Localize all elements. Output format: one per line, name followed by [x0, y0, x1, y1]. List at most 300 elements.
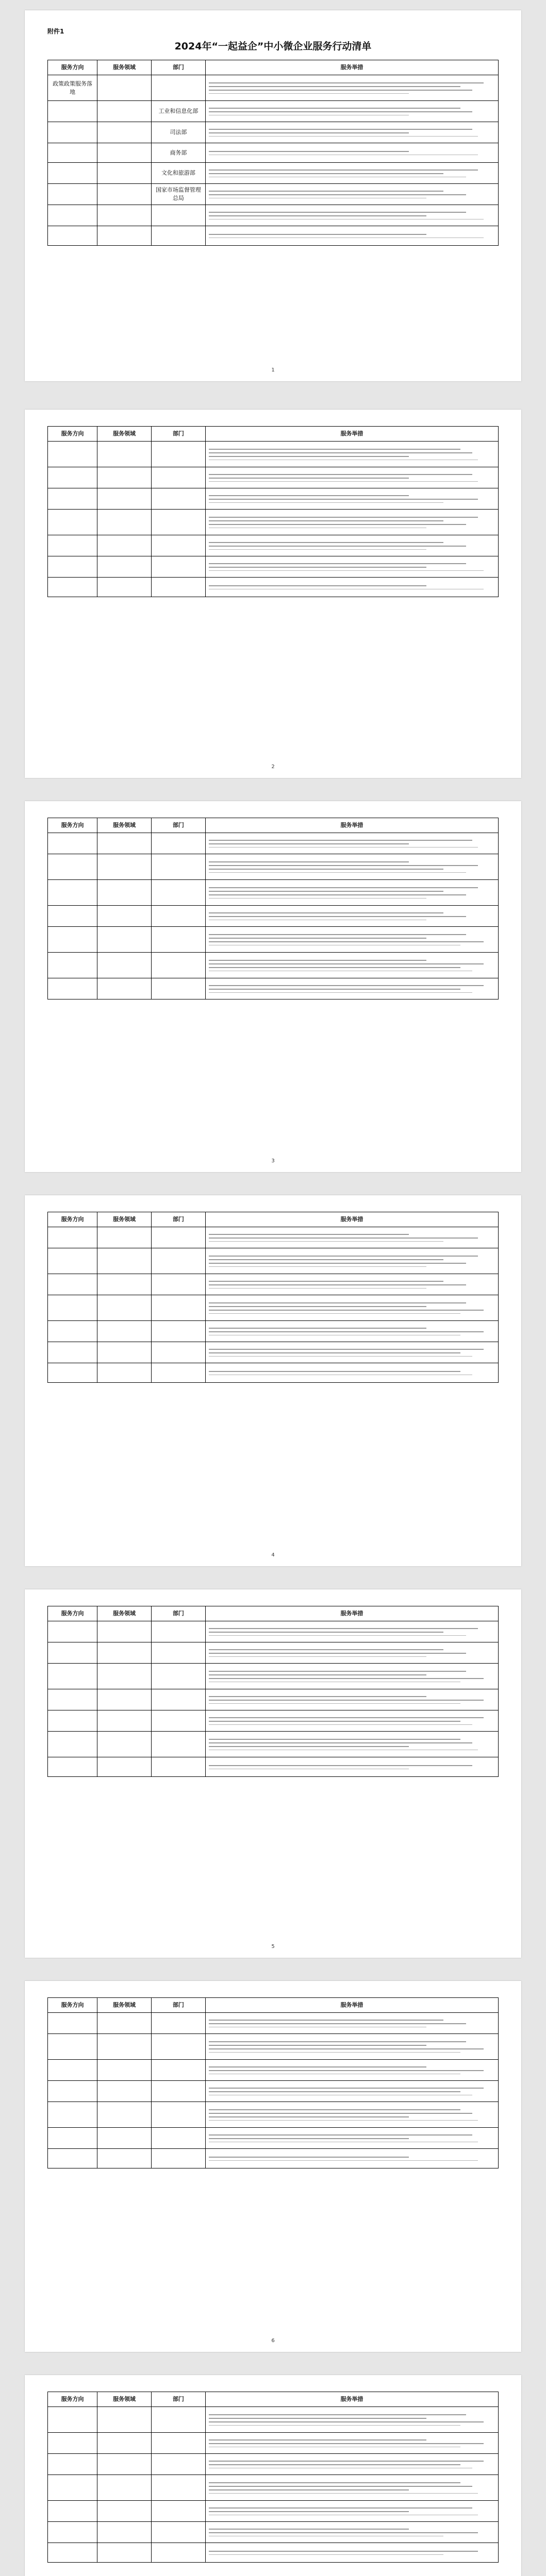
text-line — [209, 938, 426, 939]
table-row — [48, 578, 499, 597]
service-measure-cell — [205, 854, 498, 880]
service-measure-cell — [205, 442, 498, 467]
service-measure-cell — [205, 467, 498, 488]
department-cell: 商务部 — [152, 143, 206, 163]
table-row — [48, 205, 499, 226]
service-direction-cell — [48, 467, 97, 488]
table-header-row — [48, 427, 499, 442]
text-line — [209, 1356, 472, 1357]
department-cell: 文化和旅游部 — [152, 163, 206, 184]
document-page — [25, 1589, 521, 1958]
service-measure-cell — [205, 953, 498, 978]
table-row — [48, 906, 499, 927]
service-measure-cell — [205, 205, 498, 226]
document-page — [25, 1195, 521, 1566]
service-measure-cell — [205, 1321, 498, 1342]
text-line — [209, 499, 478, 500]
table-row — [48, 1642, 499, 1664]
department-cell — [152, 1757, 206, 1777]
text-line — [209, 2091, 461, 2092]
service-measure-cell — [205, 2060, 498, 2081]
table-header-row — [48, 1212, 499, 1227]
text-line — [209, 234, 426, 235]
service-measure-cell — [205, 2501, 498, 2522]
service-direction-cell — [48, 1342, 97, 1363]
service-domain-cell — [97, 1321, 152, 1342]
service-domain-cell — [97, 510, 152, 535]
service-direction-cell — [48, 1689, 97, 1710]
text-line — [209, 456, 409, 457]
table-row — [48, 953, 499, 978]
service-measure-cell — [205, 833, 498, 854]
service-direction-cell — [48, 2102, 97, 2128]
text-line — [209, 2088, 484, 2089]
text-line — [209, 887, 478, 888]
service-direction-cell — [48, 2501, 97, 2522]
department-cell — [152, 1274, 206, 1295]
service-domain-cell — [97, 1642, 152, 1664]
page-number: 2 — [271, 764, 275, 770]
service-table — [47, 1997, 499, 2168]
service-direction-cell — [48, 880, 97, 906]
service-domain-cell — [97, 143, 152, 163]
text-line — [209, 2511, 409, 2512]
column-header: 服务领域 — [97, 1606, 152, 1621]
text-line — [209, 570, 484, 571]
service-domain-cell — [97, 2522, 152, 2543]
text-line — [209, 967, 461, 968]
table-row — [48, 75, 499, 101]
text-line — [209, 170, 478, 171]
text-line — [209, 90, 472, 91]
table-header-row — [48, 1606, 499, 1621]
text-line — [209, 111, 472, 112]
table-row — [48, 467, 499, 488]
service-domain-cell — [97, 467, 152, 488]
document-page — [25, 801, 521, 1172]
service-direction-cell — [48, 2454, 97, 2475]
text-line — [209, 1263, 467, 1264]
text-line — [209, 524, 467, 525]
table-row — [48, 2013, 499, 2034]
text-line — [209, 2532, 478, 2533]
department-cell — [152, 2522, 206, 2543]
service-domain-cell — [97, 2128, 152, 2149]
department-cell — [152, 1621, 206, 1642]
table-row — [48, 1321, 499, 1342]
text-line — [209, 2160, 478, 2161]
text-line — [209, 1328, 426, 1329]
column-header: 部门 — [152, 1998, 206, 2013]
text-line — [209, 1656, 426, 1657]
service-domain-cell — [97, 1342, 152, 1363]
service-direction-cell — [48, 2543, 97, 2563]
service-measure-cell — [205, 556, 498, 578]
text-line — [209, 847, 478, 848]
text-line — [209, 1256, 478, 1257]
service-measure-cell — [205, 2102, 498, 2128]
column-header: 服务方向 — [48, 818, 97, 833]
service-direction-cell — [48, 1274, 97, 1295]
text-line — [209, 912, 443, 913]
service-table — [47, 60, 499, 246]
service-direction-cell — [48, 854, 97, 880]
table-row — [48, 2128, 499, 2149]
service-direction-cell — [48, 833, 97, 854]
service-direction-cell — [48, 226, 97, 246]
service-table — [47, 1606, 499, 1777]
service-measure-cell — [205, 927, 498, 953]
service-measure-cell — [205, 906, 498, 927]
service-table — [47, 1212, 499, 1383]
service-domain-cell — [97, 854, 152, 880]
service-domain-cell — [97, 163, 152, 184]
text-line — [209, 2439, 426, 2441]
table-row — [48, 1342, 499, 1363]
service-table — [47, 818, 499, 999]
service-direction-cell — [48, 2034, 97, 2060]
department-cell — [152, 1710, 206, 1732]
text-line — [209, 869, 443, 870]
column-header: 服务举措 — [205, 1606, 498, 1621]
text-line — [209, 2418, 426, 2419]
service-measure-cell — [205, 2081, 498, 2102]
table-row — [48, 1664, 499, 1689]
text-line — [209, 1739, 461, 1740]
table-row — [48, 2475, 499, 2501]
text-line — [209, 872, 467, 873]
text-line — [209, 517, 478, 518]
text-line — [209, 898, 426, 899]
service-direction-cell — [48, 2128, 97, 2149]
service-measure-cell — [205, 101, 498, 122]
service-measure-cell — [205, 1248, 498, 1274]
text-line — [209, 1241, 443, 1242]
service-direction-cell — [48, 1295, 97, 1321]
service-direction-cell — [48, 1757, 97, 1777]
service-domain-cell — [97, 2060, 152, 2081]
text-line — [209, 2109, 461, 2110]
department-cell — [152, 2501, 206, 2522]
document-page — [25, 2375, 521, 2576]
service-domain-cell — [97, 2102, 152, 2128]
document-page — [25, 410, 521, 778]
service-domain-cell — [97, 442, 152, 467]
table-row — [48, 488, 499, 510]
text-line — [209, 1628, 478, 1629]
service-domain-cell — [97, 978, 152, 999]
text-line — [209, 2070, 484, 2071]
text-line — [209, 1765, 472, 1766]
text-line — [209, 93, 409, 94]
text-line — [209, 481, 478, 482]
service-measure-cell — [205, 1757, 498, 1777]
service-domain-cell — [97, 1363, 152, 1383]
department-cell — [152, 205, 206, 226]
service-measure-cell — [205, 2128, 498, 2149]
department-cell — [152, 2475, 206, 2501]
service-measure-cell — [205, 2407, 498, 2433]
department-cell — [152, 880, 206, 906]
text-line — [209, 86, 461, 87]
service-direction-cell — [48, 2013, 97, 2034]
text-line — [209, 1671, 467, 1672]
service-table — [47, 426, 499, 597]
text-line — [209, 1746, 409, 1747]
service-domain-cell — [97, 578, 152, 597]
department-cell — [152, 1689, 206, 1710]
table-row — [48, 1621, 499, 1642]
service-measure-cell — [205, 2475, 498, 2501]
service-direction-cell — [48, 510, 97, 535]
department-cell — [152, 578, 206, 597]
text-line — [209, 891, 443, 892]
service-direction-cell — [48, 1248, 97, 1274]
service-measure-cell — [205, 143, 498, 163]
department-cell — [152, 1642, 206, 1664]
page-number: 5 — [271, 1944, 275, 1950]
column-header: 服务举措 — [205, 427, 498, 442]
text-line — [209, 963, 484, 964]
text-line — [209, 151, 409, 152]
service-direction-cell — [48, 2433, 97, 2454]
column-header: 服务方向 — [48, 1212, 97, 1227]
column-header: 部门 — [152, 818, 206, 833]
service-domain-cell — [97, 535, 152, 556]
service-domain-cell — [97, 1248, 152, 1274]
table-row — [48, 1295, 499, 1321]
department-cell — [152, 1227, 206, 1248]
service-domain-cell — [97, 1710, 152, 1732]
service-measure-cell — [205, 75, 498, 101]
service-measure-cell — [205, 1664, 498, 1689]
service-measure-cell — [205, 1710, 498, 1732]
service-domain-cell — [97, 2013, 152, 2034]
service-measure-cell — [205, 1621, 498, 1642]
service-table — [47, 2392, 499, 2563]
service-measure-cell — [205, 1274, 498, 1295]
service-measure-cell — [205, 2149, 498, 2168]
service-domain-cell — [97, 1664, 152, 1689]
column-header: 服务领域 — [97, 1998, 152, 2013]
text-line — [209, 916, 467, 917]
table-row — [48, 1689, 499, 1710]
column-header: 部门 — [152, 427, 206, 442]
department-cell — [152, 953, 206, 978]
service-direction-cell — [48, 1363, 97, 1383]
text-line — [209, 546, 467, 547]
service-measure-cell — [205, 1689, 498, 1710]
text-line — [209, 1632, 443, 1633]
service-domain-cell — [97, 205, 152, 226]
table-row — [48, 1274, 499, 1295]
text-line — [209, 1703, 461, 1704]
page-number: 1 — [271, 367, 275, 373]
text-line — [209, 1717, 484, 1718]
department-cell — [152, 535, 206, 556]
text-line — [209, 2157, 409, 2158]
service-domain-cell — [97, 927, 152, 953]
table-row — [48, 1227, 499, 1248]
attachment-label: 附件1 — [47, 28, 64, 35]
table-row — [48, 2407, 499, 2433]
service-direction-cell — [48, 163, 97, 184]
service-measure-cell — [205, 2034, 498, 2060]
department-cell: 工业和信息化部 — [152, 101, 206, 122]
text-line — [209, 989, 461, 990]
service-direction-cell — [48, 184, 97, 205]
service-measure-cell — [205, 1227, 498, 1248]
table-header-row — [48, 60, 499, 75]
department-cell — [152, 467, 206, 488]
text-line — [209, 191, 443, 192]
service-domain-cell — [97, 1621, 152, 1642]
table-row — [48, 2081, 499, 2102]
text-line — [209, 132, 409, 133]
column-header: 服务举措 — [205, 1212, 498, 1227]
text-line — [209, 1700, 484, 1701]
service-domain-cell — [97, 833, 152, 854]
document-title: 2024年“一起益企”中小微企业服务行动清单 — [174, 41, 372, 52]
service-domain-cell — [97, 1757, 152, 1777]
department-cell — [152, 556, 206, 578]
text-line — [209, 502, 443, 503]
text-line — [209, 865, 478, 866]
department-cell — [152, 2034, 206, 2060]
service-domain-cell — [97, 75, 152, 101]
department-cell — [152, 1321, 206, 1342]
column-header: 服务方向 — [48, 2392, 97, 2407]
department-cell — [152, 1295, 206, 1321]
text-line — [209, 843, 409, 844]
table-row — [48, 2060, 499, 2081]
table-row — [48, 1732, 499, 1757]
table-row — [48, 833, 499, 854]
service-direction-cell — [48, 2149, 97, 2168]
department-cell — [152, 2454, 206, 2475]
service-domain-cell — [97, 2149, 152, 2168]
service-domain-cell — [97, 2454, 152, 2475]
department-cell — [152, 1363, 206, 1383]
text-line — [209, 194, 467, 195]
service-direction-cell — [48, 442, 97, 467]
service-domain-cell — [97, 122, 152, 143]
text-line — [209, 2493, 478, 2494]
document-page — [25, 10, 521, 381]
service-domain-cell — [97, 953, 152, 978]
service-measure-cell — [205, 2543, 498, 2563]
text-line — [209, 2023, 467, 2024]
department-cell — [152, 2013, 206, 2034]
text-line — [209, 2120, 478, 2121]
table-row — [48, 556, 499, 578]
text-line — [209, 474, 472, 475]
service-domain-cell — [97, 2475, 152, 2501]
text-line — [209, 1281, 443, 1282]
text-line — [209, 478, 409, 479]
service-measure-cell — [205, 978, 498, 999]
text-line — [209, 1371, 461, 1372]
service-domain-cell — [97, 2407, 152, 2433]
service-direction-cell — [48, 2060, 97, 2081]
text-line — [209, 495, 409, 496]
text-line — [209, 1352, 461, 1353]
service-domain-cell — [97, 101, 152, 122]
service-direction-cell — [48, 927, 97, 953]
department-cell — [152, 442, 206, 467]
column-header: 服务领域 — [97, 427, 152, 442]
department-cell — [152, 978, 206, 999]
service-direction-cell — [48, 1642, 97, 1664]
table-row — [48, 1710, 499, 1732]
service-domain-cell — [97, 1227, 152, 1248]
table-row — [48, 1248, 499, 1274]
service-measure-cell — [205, 1642, 498, 1664]
column-header: 服务领域 — [97, 60, 152, 75]
service-direction-cell — [48, 1732, 97, 1757]
text-line — [209, 941, 484, 942]
department-cell — [152, 1248, 206, 1274]
table-row — [48, 2501, 499, 2522]
text-line — [209, 1635, 467, 1636]
text-line — [209, 1724, 472, 1725]
service-domain-cell — [97, 906, 152, 927]
department-cell — [152, 906, 206, 927]
page-number: 3 — [271, 1158, 275, 1164]
text-line — [209, 212, 467, 213]
table-row — [48, 163, 499, 184]
text-line — [209, 173, 443, 174]
text-line — [209, 2020, 443, 2021]
department-cell — [152, 2102, 206, 2128]
text-line — [209, 452, 472, 453]
text-line — [209, 992, 472, 993]
department-cell — [152, 510, 206, 535]
service-measure-cell — [205, 1363, 498, 1383]
text-line — [209, 894, 467, 895]
table-header-row — [48, 2392, 499, 2407]
text-line — [209, 585, 426, 586]
department-cell — [152, 1664, 206, 1689]
service-measure-cell — [205, 1732, 498, 1757]
department-cell — [152, 2081, 206, 2102]
table-row — [48, 2149, 499, 2168]
department-cell: 司法部 — [152, 122, 206, 143]
text-line — [209, 563, 467, 564]
column-header: 部门 — [152, 1212, 206, 1227]
column-header: 服务方向 — [48, 427, 97, 442]
table-row — [48, 2543, 499, 2563]
text-line — [209, 2066, 426, 2067]
service-measure-cell — [205, 1342, 498, 1363]
text-line — [209, 1349, 484, 1350]
service-direction-cell — [48, 143, 97, 163]
text-line — [209, 1653, 467, 1654]
service-measure-cell — [205, 488, 498, 510]
text-line — [209, 1310, 484, 1311]
table-row — [48, 510, 499, 535]
text-line — [209, 520, 443, 521]
service-domain-cell — [97, 2501, 152, 2522]
text-line — [209, 985, 484, 986]
column-header: 服务领域 — [97, 2392, 152, 2407]
service-direction-cell — [48, 1227, 97, 1248]
service-domain-cell — [97, 226, 152, 246]
table-row — [48, 122, 499, 143]
department-cell — [152, 2407, 206, 2433]
column-header: 服务方向 — [48, 1998, 97, 2013]
text-line — [209, 1288, 426, 1289]
